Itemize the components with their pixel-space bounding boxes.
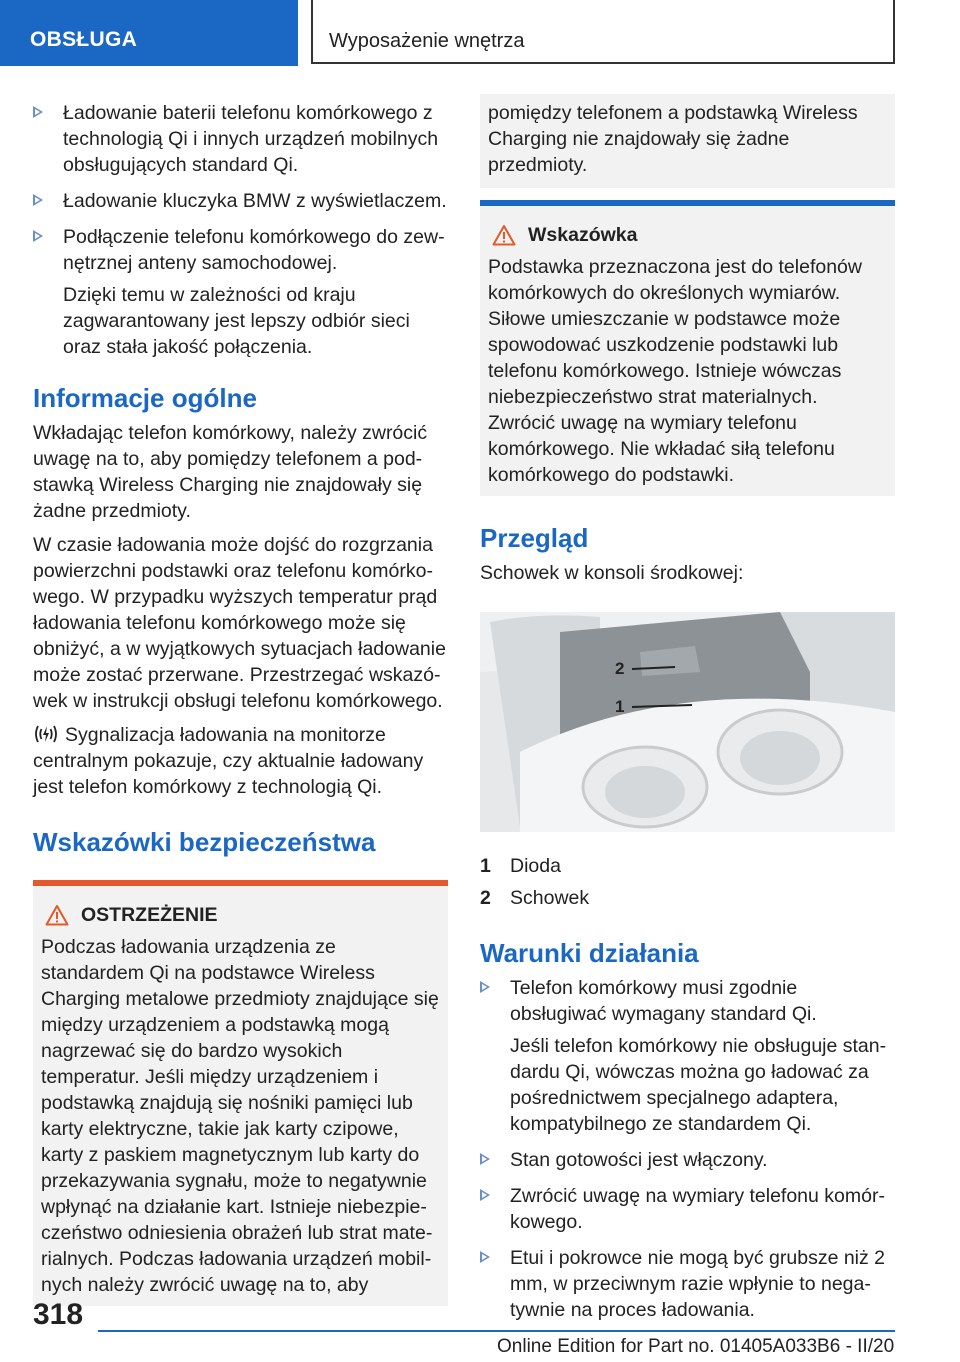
note-box xyxy=(480,200,895,496)
list-item: Ładowanie baterii telefonu komórkowego z technologią Qi i innych urządzeń mobilnych obsługujących standard Qi. xyxy=(33,100,448,178)
figure-label-2: 2 xyxy=(615,659,625,678)
section-tab[interactable]: OBSŁUGA xyxy=(0,0,298,66)
page-number: 318 xyxy=(33,1298,84,1331)
bullet-triangle-icon xyxy=(33,194,43,206)
list-item-note: Jeśli telefon komórkowy nie obsługuje standardu Qi, wówczas można go ładować za pośrednictwem specjalnego adaptera, kompatybilnego ze standardem Qi. xyxy=(510,1035,887,1135)
edition-info: Online Edition for Part no. 01405A033B6 - II/20 xyxy=(497,1336,895,1357)
heading-safety: Wskazówki bezpieczeństwa xyxy=(33,827,376,857)
heading-general-info: Informacje ogólne xyxy=(33,383,257,413)
warning-continued: pomiędzy telefonem a podstawką Wireless Charging nie znajdowały się żadne przedmioty. xyxy=(480,94,895,188)
overview-intro: Schowek w konsoli środkowej: xyxy=(480,562,744,584)
list-item-note: Dzięki temu w zależności od kraju zagwarantowany jest lepszy odbiór sieci oraz stała jakość połączenia. xyxy=(63,284,410,358)
warning-box xyxy=(33,880,448,1306)
bullet-triangle-icon xyxy=(480,1189,490,1201)
right-column xyxy=(480,100,895,1333)
legend-item: 1 Dioda xyxy=(480,855,561,877)
heading-conditions: Warunki działania xyxy=(480,938,699,968)
console-storage-figure xyxy=(480,612,895,832)
list-item: Zwrócić uwagę na wymiary telefonu komórkowego. xyxy=(480,1183,895,1235)
warning-triangle-icon xyxy=(45,904,69,926)
note-text: Podstawka przeznaczona jest do telefonów komórkowych do określonych wymiarów. Siłowe umieszczanie w podstawce może spowodować uszkodzenie podstawki lub telefonu komórkowego. Istnieje wówczas niebezpieczeństwo strat materialnych. Zwrócić uwagę na wymiary telefonu komórkowego. Nie wkładać siłą telefonu komórkowego do podstawki. xyxy=(488,256,862,486)
figure-label-1: 1 xyxy=(615,697,625,716)
note-bar xyxy=(480,200,895,206)
list-item: Ładowanie kluczyka BMW z wyświetlaczem. xyxy=(33,188,448,214)
bullet-triangle-icon xyxy=(33,106,43,118)
paragraph: W czasie ładowania może dojść do rozgrzania powierzchni podstawki oraz telefonu komórkowego. W przypadku wyższych temperatur prąd ładowania telefonu komórkowego może się obniżyć, a w wyjątkowych sytuacjach ładowanie może zostać przerwane. Przestrzegać wskazówek w instrukcji obsługi telefonu komórkowego. xyxy=(33,534,446,712)
legend-item: 2 Schowek xyxy=(480,887,590,909)
wireless-charging-icon xyxy=(33,723,59,745)
warning-triangle-icon xyxy=(492,224,516,246)
bullet-triangle-icon xyxy=(480,981,490,993)
warning-bar xyxy=(33,880,448,886)
left-column xyxy=(33,100,448,1306)
bullet-triangle-icon xyxy=(480,1153,490,1165)
list-item: Telefon komórkowy musi zgodnie obsługiwać wymagany standard Qi. xyxy=(480,975,895,1027)
warning-text: Podczas ładowania urządzenia ze standardem Qi na podstawce Wireless Charging metalowe przedmioty znajdujące się między urządzeniem a podstawką mogą nagrzewać się do bardzo wysokich temperatur. Jeśli między urządzeniem i podstawką znajdują się nośniki pamięci lub karty elektryczne, takie jak karty czipowe, karty z paskiem magnetycznym lub karty do przekazywania sygnału, może to negatywnie wpłynąć na działanie kart. Istnieje niebezpieczeństwo odniesienia obrażeń lub strat materialnych. Podczas ładowania urządzeń mobilnych należy zwrócić uwagę na to, aby xyxy=(41,936,439,1296)
list-item: Stan gotowości jest włączony. xyxy=(480,1147,895,1173)
footer-divider xyxy=(98,1330,895,1332)
heading-overview: Przegląd xyxy=(480,523,589,553)
paragraph-charging-signal: Sygnalizacja ładowania na monitorze centralnym pokazuje, czy aktualnie ładowany jest telefon komórkowy z technologią Qi. xyxy=(33,724,424,798)
note-title: Wskazówka xyxy=(488,222,887,248)
paragraph: Wkładając telefon komórkowy, należy zwrócić uwagę na to, aby pomiędzy telefonem a podstawką Wireless Charging nie znajdowały się żadne przedmioty. xyxy=(33,422,428,522)
bullet-triangle-icon xyxy=(480,1251,490,1263)
page-header xyxy=(0,0,960,66)
warning-title: OSTRZEŻENIE xyxy=(41,902,440,928)
chapter-title: Wyposażenie wnętrza xyxy=(311,0,895,64)
list-item: Etui i pokrowce nie mogą być grubsze niż 2 mm, w przeciwnym razie wpłynie to negatywnie na proces ładowania. xyxy=(480,1245,895,1323)
list-item: Podłączenie telefonu komórkowego do zewnętrznej anteny samochodowej. xyxy=(33,224,448,276)
bullet-triangle-icon xyxy=(33,230,43,242)
